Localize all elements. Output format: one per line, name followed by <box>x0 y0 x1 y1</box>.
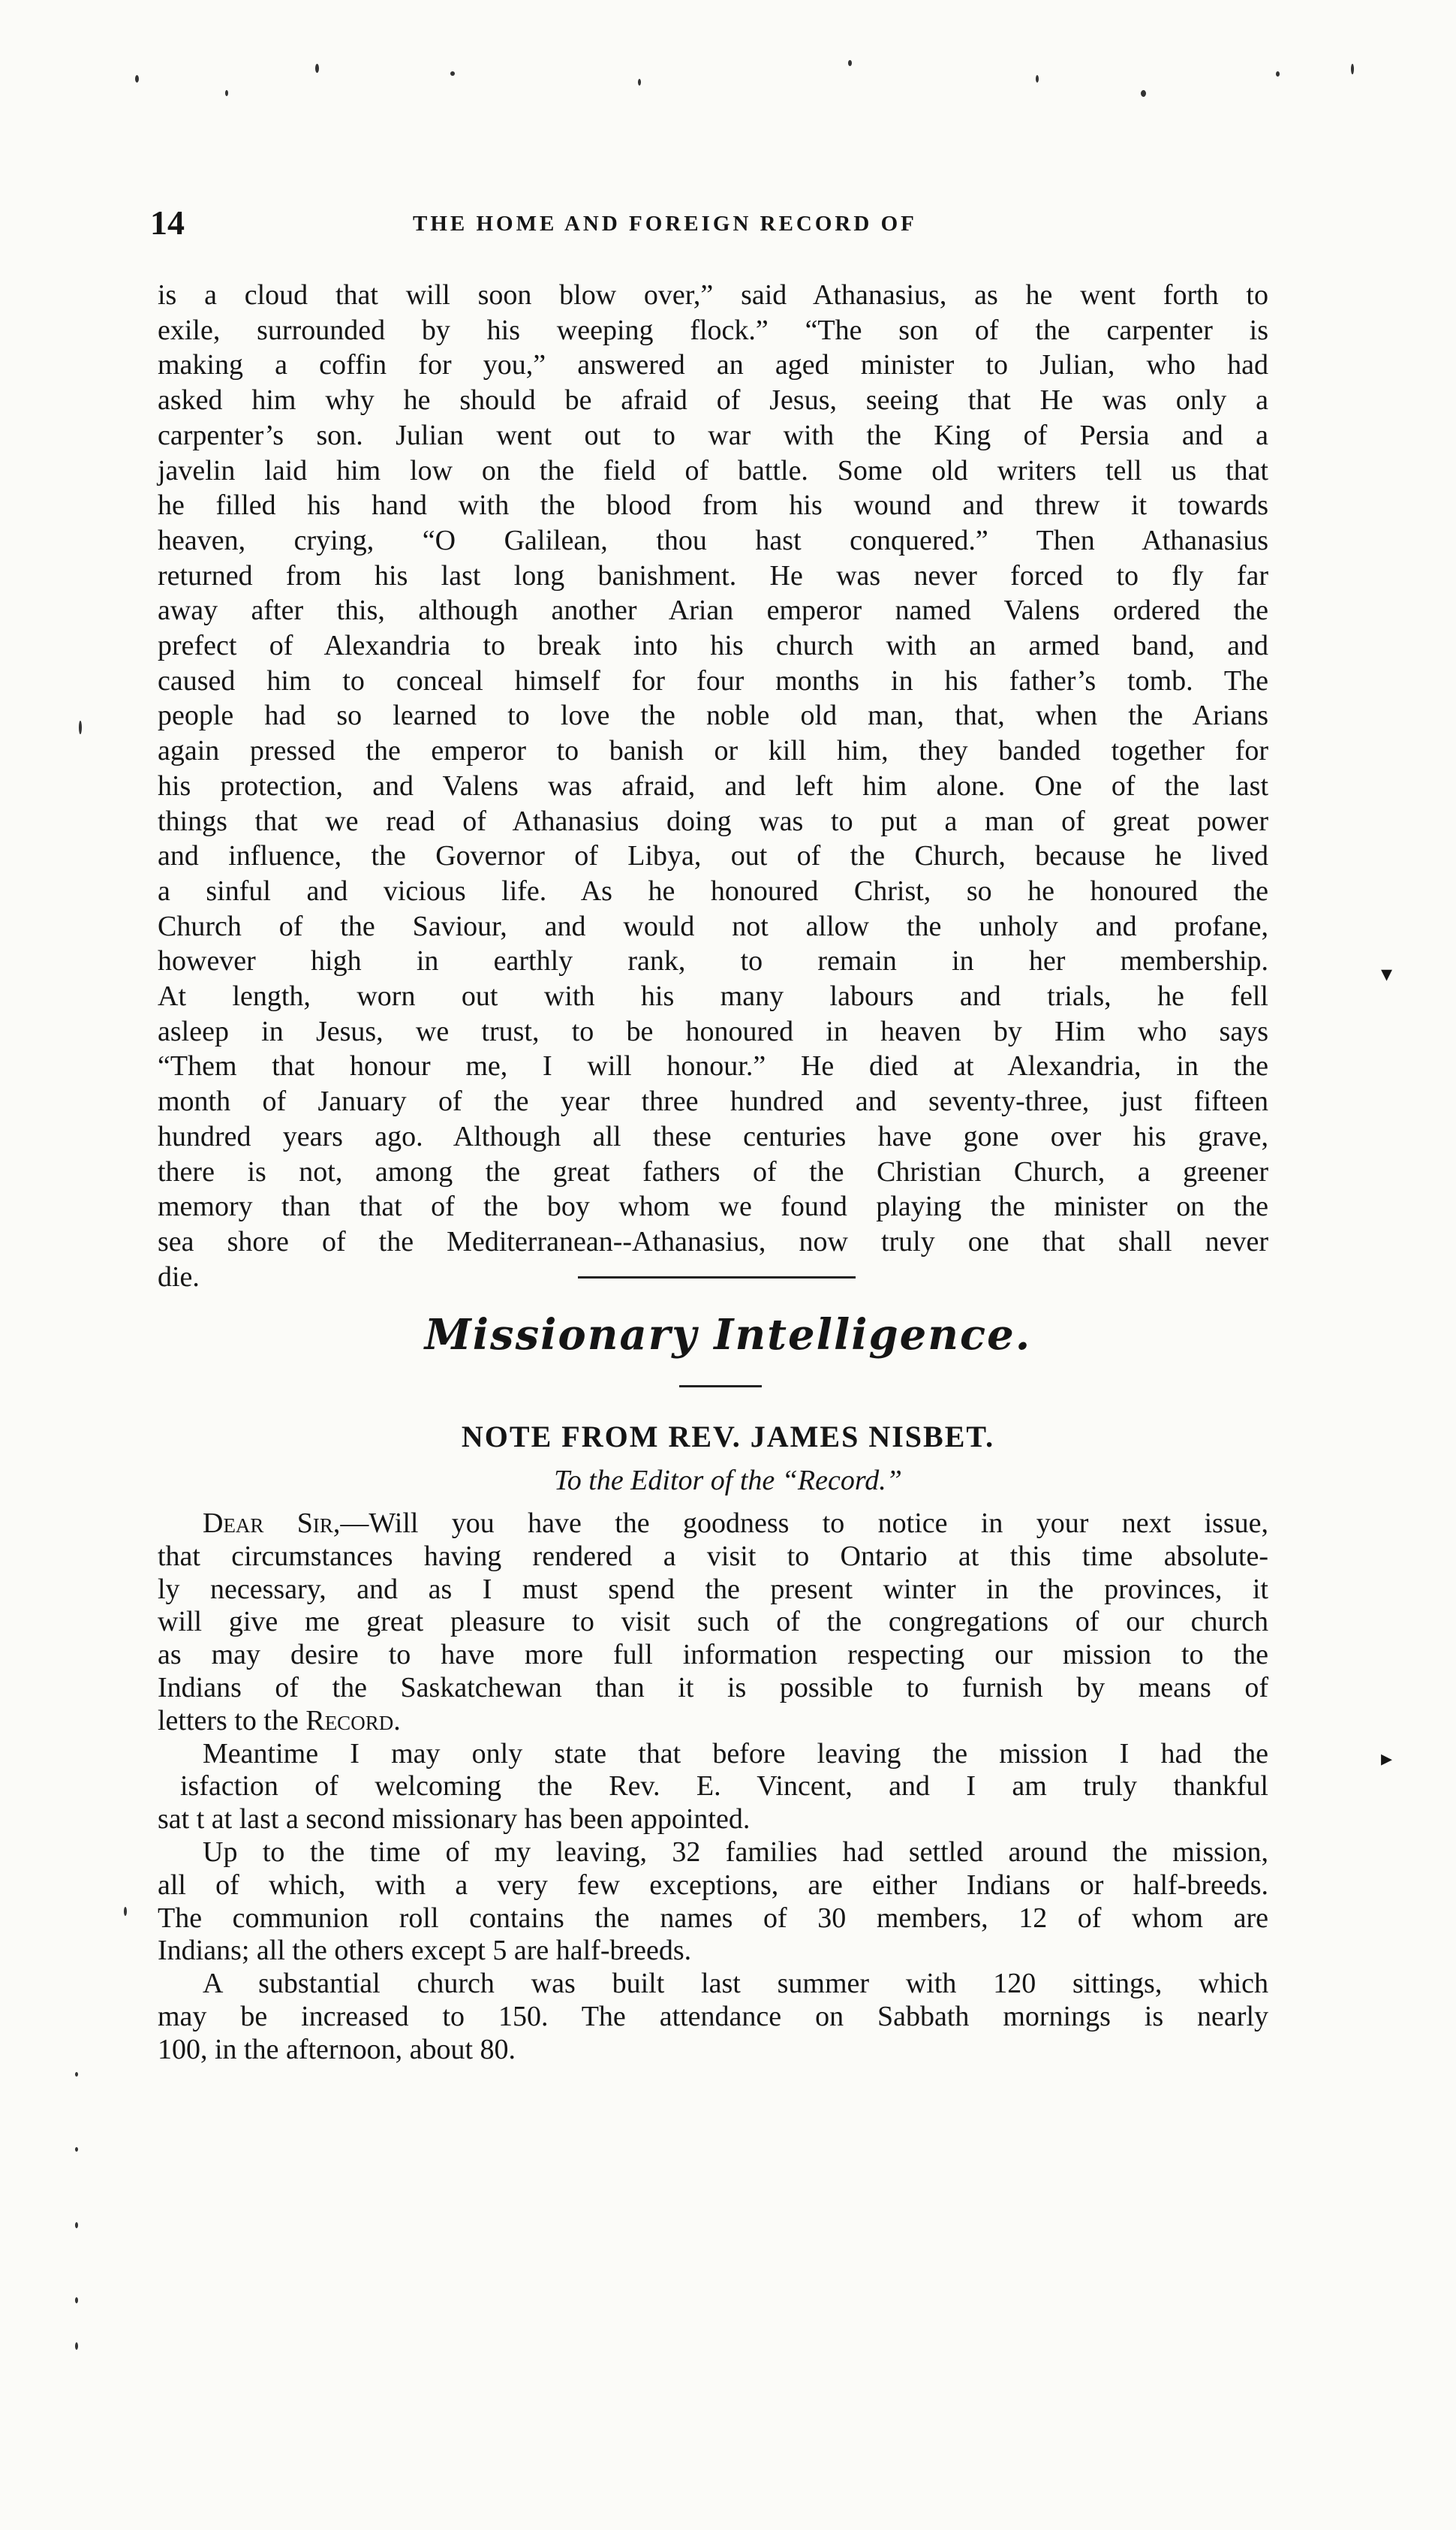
letter-line <box>158 1705 1268 1738</box>
letter-text: letters to the <box>158 1704 306 1736</box>
text-line: asked him why he should be afraid of Jesus, seeing that He was only a <box>158 384 1268 417</box>
letter-line: The communion roll contains the names of 30 members, 12 of whom are <box>158 1902 1268 1934</box>
scan-speck <box>638 79 641 86</box>
letter-line: ly necessary, and as I must spend the present winter in the provinces, it <box>158 1573 1268 1605</box>
letter-line: A substantial church was built last summer with 120 sittings, which <box>203 1968 1268 2000</box>
text-line: “Them that honour me, I will honour.” He died at Alexandria, in the <box>158 1050 1268 1083</box>
article-body <box>158 278 1268 1294</box>
letter-line: Up to the time of my leaving, 32 families had settled around the mission, <box>203 1836 1268 1868</box>
text-line: javelin laid him low on the field of battle. Some old writers tell us that <box>158 454 1268 486</box>
scan-speck <box>79 721 82 734</box>
text-line: away after this, although another Arian emperor named Valens ordered the <box>158 595 1268 627</box>
text-line: prefect of Alexandria to break into his church with an armed band, and <box>158 630 1268 662</box>
salutation: Dear Sir, <box>203 1507 341 1539</box>
text-line: sea shore of the Mediterranean--Athanasius, now truly one that shall never <box>158 1225 1268 1257</box>
text-line: exile, surrounded by his weeping flock.” “The son of the carpenter is <box>158 314 1268 346</box>
text-line: there is not, among the great fathers of the Christian Church, a greener <box>158 1155 1268 1188</box>
text-line: again pressed the emperor to banish or kill him, they banded together for <box>158 735 1268 767</box>
scan-speck <box>225 90 228 96</box>
letter-line <box>158 1507 1268 1541</box>
section-title: Missionary Intelligence. <box>424 1310 1032 1360</box>
text-line: carpenter’s son. Julian went out to war with the King of Persia and a <box>158 419 1268 451</box>
scan-speck <box>75 2342 78 2350</box>
section-divider <box>578 1276 856 1279</box>
scan-speck <box>124 1907 127 1916</box>
letter-line: Indians of the Saskatchewan than it is possible to furnish by means of <box>158 1671 1268 1703</box>
scan-speck <box>75 2297 78 2303</box>
text-line: caused him to conceal himself for four months in his father’s tomb. The <box>158 664 1268 697</box>
text-line: Church of the Saviour, and would not allow the unholy and profane, <box>158 910 1268 942</box>
letter-line: that circumstances having rendered a visit to Ontario at this time absolute- <box>158 1540 1268 1572</box>
letter-line: 100, in the afternoon, about 80. <box>158 2033 516 2065</box>
text-line: things that we read of Athanasius doing was to put a man of great power <box>158 805 1268 837</box>
text-line: At length, worn out with his many labours and trials, he fell <box>158 980 1268 1013</box>
note-subtitle: To the Editor of the “Record.” <box>554 1465 902 1496</box>
scan-speck <box>848 60 852 66</box>
letter-body <box>158 1507 1268 2067</box>
margin-arrow-mark: ▾ <box>1381 962 1393 986</box>
page-header <box>150 203 1291 248</box>
letter-line: as may desire to have more full information respecting our mission to the <box>158 1639 1268 1671</box>
scan-speck <box>135 75 139 83</box>
margin-arrow-mark: ▸ <box>1381 1746 1393 1771</box>
letter-line: Indians; all the others except 5 are half-breeds. <box>158 1935 692 1967</box>
running-head: THE HOME AND FOREIGN RECORD OF <box>413 212 917 236</box>
text-line: hundred years ago. Although all these centuries have gone over his grave, <box>158 1120 1268 1152</box>
letter-line: Meantime I may only state that before leaving the mission I had the <box>203 1737 1268 1769</box>
letter-line: may be increased to 150. The attendance on Sabbath mornings is nearly <box>158 2000 1268 2032</box>
letter-text: —Will you have the goodness to notice in your next issue, <box>340 1507 1268 1539</box>
letter-line: isfaction of welcoming the Rev. E. Vincent, and I am truly thankful <box>180 1770 1268 1803</box>
text-line: heaven, crying, “O Galilean, thou hast conquered.” Then Athanasius <box>158 524 1268 556</box>
letter-line: will give me great pleasure to visit such of the congregations of our church <box>158 1606 1268 1638</box>
text-line: people had so learned to love the noble old man, that, when the Arians <box>158 700 1268 732</box>
scan-speck <box>1141 90 1146 97</box>
scan-speck <box>75 2072 78 2077</box>
text-line: asleep in Jesus, we trust, to be honoured in heaven by Him who says <box>158 1015 1268 1047</box>
scan-speck <box>75 2222 78 2228</box>
text-line: however high in earthly rank, to remain in her membership. <box>158 945 1268 977</box>
scan-speck <box>315 64 319 73</box>
scan-speck <box>450 71 455 76</box>
scan-speck <box>1036 75 1039 83</box>
text-line: returned from his last long banishment. He was never forced to fly far <box>158 559 1268 592</box>
page-number: 14 <box>150 203 185 242</box>
text-line: he filled his hand with the blood from his wound and threw it towards <box>158 489 1268 522</box>
record-word: Record. <box>305 1704 401 1736</box>
scan-speck <box>1276 71 1280 77</box>
text-line: a sinful and vicious life. As he honoured Christ, so he honoured the <box>158 875 1268 907</box>
scan-speck <box>75 2147 78 2152</box>
letter-line: sat t at last a second missionary has been appointed. <box>158 1803 751 1836</box>
text-line: and influence, the Governor of Libya, out of the Church, because he lived <box>158 840 1268 872</box>
text-line: making a coffin for you,” answered an aged minister to Julian, who had <box>158 349 1268 381</box>
text-line: memory than that of the boy whom we found playing the minister on the <box>158 1191 1268 1223</box>
scan-speck <box>1351 64 1354 74</box>
text-line: month of January of the year three hundred and seventy-three, just fifteen <box>158 1086 1268 1118</box>
text-line: is a cloud that will soon blow over,” said Athanasius, as he went forth to <box>158 279 1268 311</box>
letter-line: all of which, with a very few exceptions, are either Indians or half-breeds. <box>158 1869 1268 1901</box>
text-line: die. <box>158 1260 200 1293</box>
text-line: his protection, and Valens was afraid, and left him alone. One of the last <box>158 770 1268 802</box>
note-title: NOTE FROM REV. JAMES NISBET. <box>461 1420 995 1453</box>
title-underline <box>679 1385 762 1387</box>
